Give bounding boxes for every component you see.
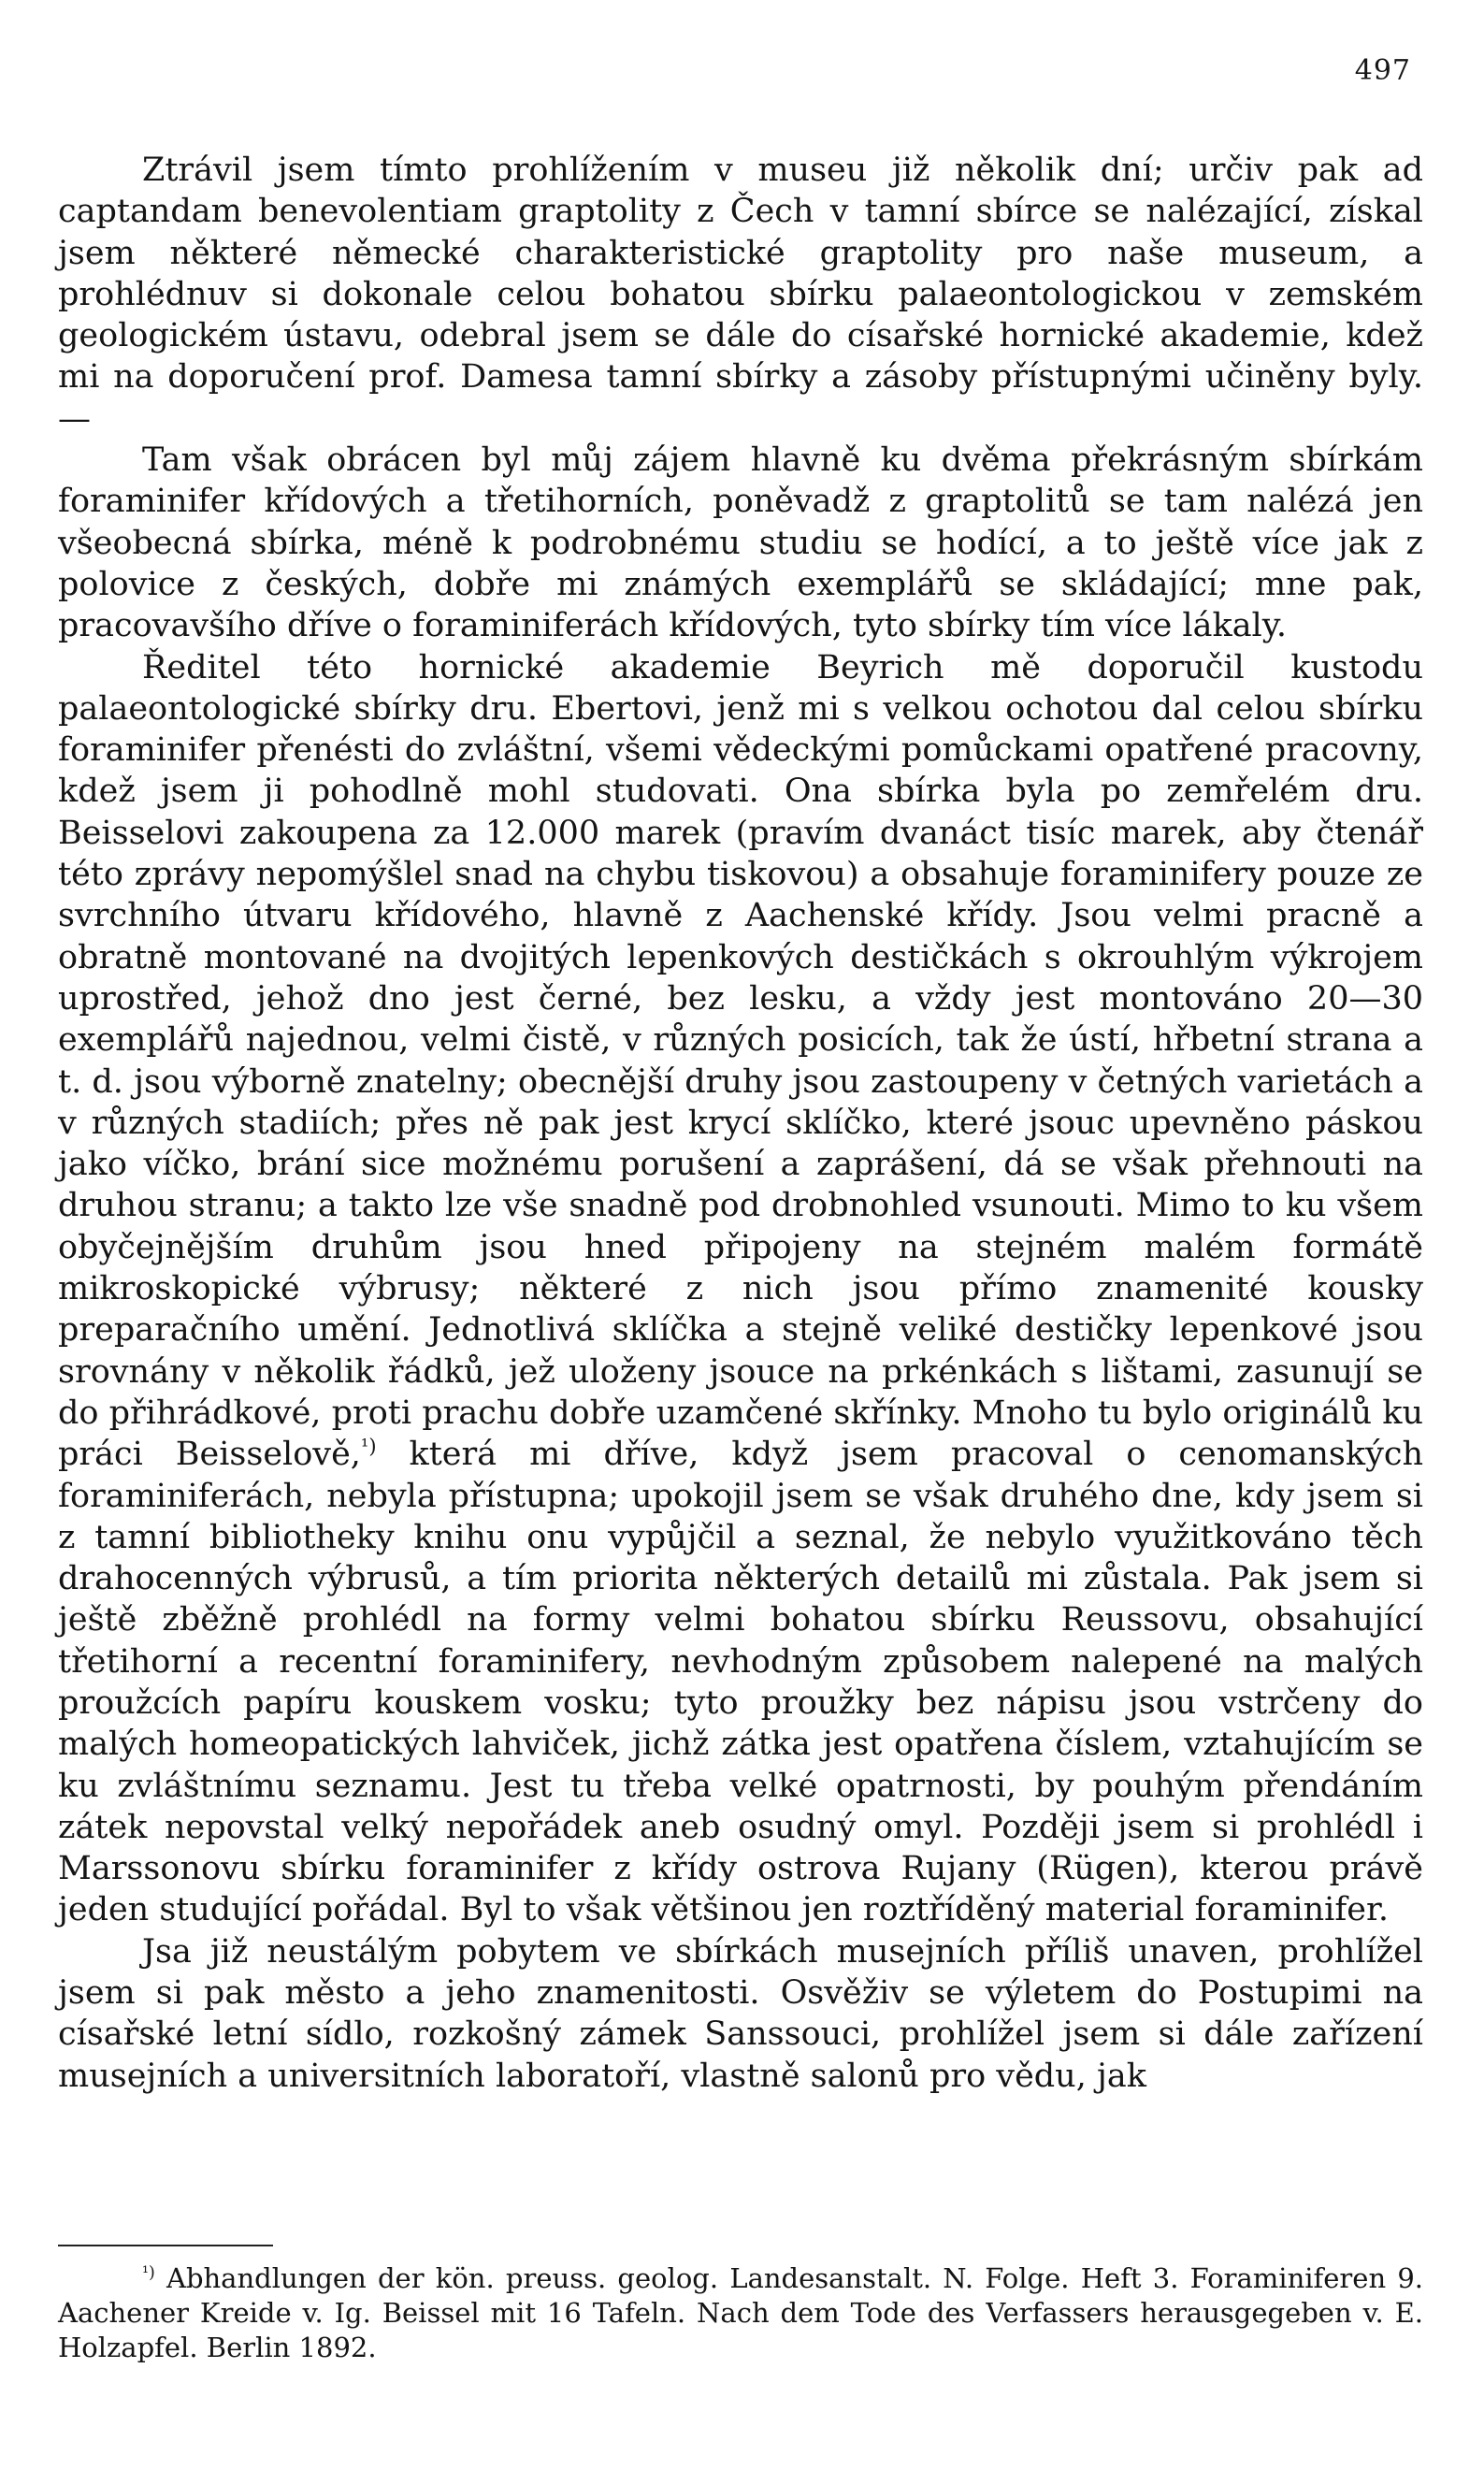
paragraph: Jsa již neustálým pobytem ve sbírkách musejních příliš unaven, prohlížel jsem si pak město a jeho znamenitosti. Osvěživ se výletem do Postupimi na císařské letní sídlo, rozkošný zámek Sanssouci, prohlížel jsem si dále zařízení musejních a universitních laboratoří, vlastně salonů pro vědu, jak [58,1932,1423,2095]
paragraph-continuation: která mi dříve, když jsem pracoval o cenomanských foraminiferách, nebyla přístupna; upokojil jsem se však druhého dne, kdy jsem si z tamní bibliotheky knihu onu vypůjčil a seznal, že nebylo využitkováno těch drahocenných výbrusů, a tím priorita některých detailů mi zůstala. Pak jsem si ještě zběžně prohlédl na formy velmi bohatou sbírku Reussovu, obsahující třetihorní a recentní foraminifery, nevhodným způsobem nalepené na malých proužcích papíru kouskem vosku; tyto proužky bez nápisu jsou vstrčeny do malých homeopatických lahviček, jichž zátka jest opatřena číslem, vztahujícím se ku zvláštnímu seznamu. Jest tu třeba velké opatrnosti, by pouhým přendáním zátek nepovstal velký nepořádek aneb osudný omyl. Později jsem si prohlédl i Marssonovu sbírku foraminifer z křídy ostrova Rujany (Rügen), kterou právě jeden studující pořádal. Byl to však většinou jen roztříděný material foraminifer. [58,1436,1423,1929]
paragraph: Tam však obrácen byl můj zájem hlavně ku dvěma překrásným sbírkám foraminifer křídových a třetihorních, poněvadž z graptolitů se tam nalézá jen všeobecná sbírka, méně k podrobnému studiu se hodící, a to ještě více jak z polovice z českých, dobře mi známých exemplářů se skládající; mne pak, pracovavšího dříve o foraminiferách křídových, tyto sbírky tím více lákaly. [58,441,1423,645]
footnote [58,2261,1423,2365]
footnote-marker: ¹) [142,2263,155,2283]
paragraph: Ztrávil jsem tímto prohlížením v museu již několik dní; určiv pak ad captandam benevolentiam graptolity z Čech v tamní sbírce se nalézající, získal jsem některé německé charakteristické graptolity pro naše museum, a prohlédnuv si dokonale celou bohatou sbírku palaeontologickou v zemském geologickém ústavu, odebral jsem se dále do císařské hornické akademie, kdež mi na doporučení prof. Damesa tamní sbírky a zásoby přístupnými učiněny byly. — [58,152,1423,438]
footnote-text: Abhandlungen der kön. preuss. geolog. Landesanstalt. N. Folge. Heft 3. Foraminiferen 9. Aachener Kreide v. Ig. Beissel mit 16 Tafeln. Nach dem Tode des Verfassers herausgegeben v. E. Holzapfel. Berlin 1892. [58,2262,1424,2363]
footnote-reference: ¹) [360,1435,377,1458]
footnote-rule [58,2245,273,2246]
paragraph-text: Ředitel této hornické akademie Beyrich mě doporučil kustodu palaeontologické sbírky dru. Ebertovi, jenž mi s velkou ochotou dal celou sbírku foraminifer přenésti do zvláštní, všemi vědeckými pomůckami opatřené pracovny, kdež jsem ji pohodlně mohl studovati. Ona sbírka byla po zemřelém dru. Beisselovi zakoupena za 12.000 marek (pravím dvanáct tisíc marek, aby čtenář této zprávy nepomýšlel snad na chybu tiskovou) a obsahuje foraminifery pouze ze svrchního útvaru křídového, hlavně z Aachenské křídy. Jsou velmi pracně a obratně montované na dvojitých lepenkových destičkách s okrouhlým výkrojem uprostřed, jehož dno jest černé, bez lesku, a vždy jest montováno 20—30 exemplářů najednou, velmi čistě, v různých posicích, tak že ústí, hřbetní strana a t. d. jsou výborně znatelny; obecnější druhy jsou zastoupeny v četných varietách a v různých stadiích; přes ně pak jest krycí sklíčko, které jsouc upevněno páskou jako víčko, brání sice možnému porušení a zaprášení, dá se však přehnouti na druhou stranu; a takto lze vše snadně pod drobnohled vsunouti. Mimo to ku všem obyčejnějším druhům jsou hned připojeny na stejném malém formátě mikroskopické výbrusy; některé z nich jsou přímo znamenité kousky preparačního umění. Jednotlivá sklíčka a stejně veliké destičky lepenkové jsou srovnány v několik řádků, jež uloženy jsouce na prkénkách s lištami, zasunují se do přihrádkové, proti prachu dobře uzamčené skřínky. Mnoho tu bylo originálů ku práci Beisselově, [58,648,1423,1474]
paragraph [58,647,1423,1931]
main-text [58,150,1423,2097]
page-number: 497 [1354,54,1411,87]
